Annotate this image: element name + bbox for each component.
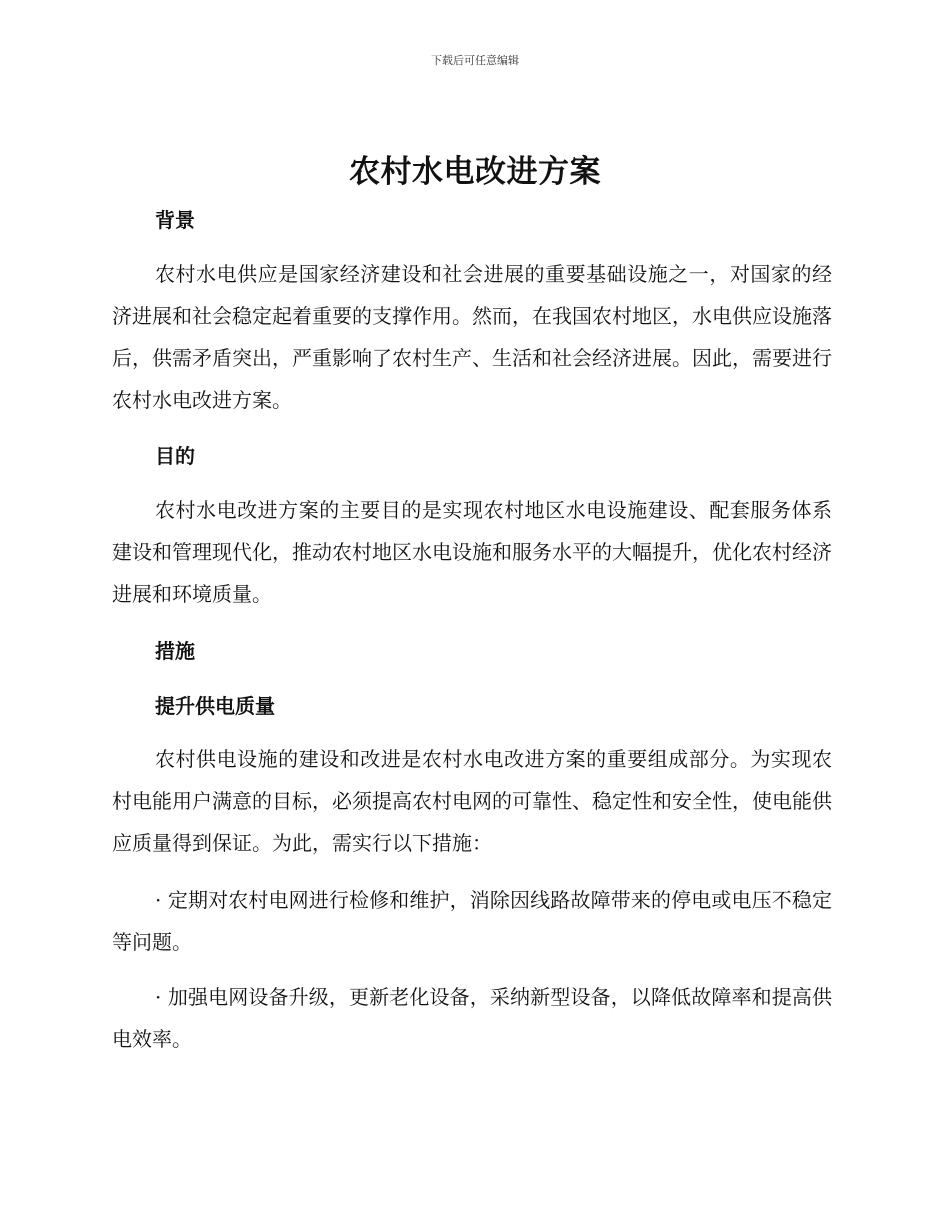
paragraph-power-quality: 农村供电设施的建设和改进是农村水电改进方案的重要组成部分。为实现农村电能用户满意的目标，必须提高农村电网的可靠性、稳定性和安全性，使电能供应质量得到保证。为此，需实行以下措施： xyxy=(112,747,832,855)
heading-measures: 措施 xyxy=(155,639,195,663)
subheading-power-quality: 提升供电质量 xyxy=(155,694,275,718)
heading-purpose: 目的 xyxy=(155,444,195,468)
header-note: 下载后可任意编辑 xyxy=(431,54,519,67)
heading-background: 背景 xyxy=(155,208,195,232)
paragraph-purpose: 农村水电改进方案的主要目的是实现农村地区水电设施建设、配套服务体系建设和管理现代化，推动农村地区水电设施和服务水平的大幅提升，优化农村经济进展和环境质量。 xyxy=(112,498,832,606)
bullet-item-upgrade: · 加强电网设备升级，更新老化设备，采纳新型设备，以降低故障率和提高供电效率。 xyxy=(112,985,832,1051)
document-title: 农村水电改进方案 xyxy=(349,154,601,190)
bullet-item-maintenance: · 定期对农村电网进行检修和维护，消除因线路故障带来的停电或电压不稳定等问题。 xyxy=(112,888,832,954)
paragraph-background: 农村水电供应是国家经济建设和社会进展的重要基础设施之一，对国家的经济进展和社会稳定起着重要的支撑作用。然而，在我国农村地区，水电供应设施落后，供需矛盾突出，严重影响了农村生产、生活和社会经济进展。因此，需要进行农村水电改进方案。 xyxy=(112,262,832,412)
